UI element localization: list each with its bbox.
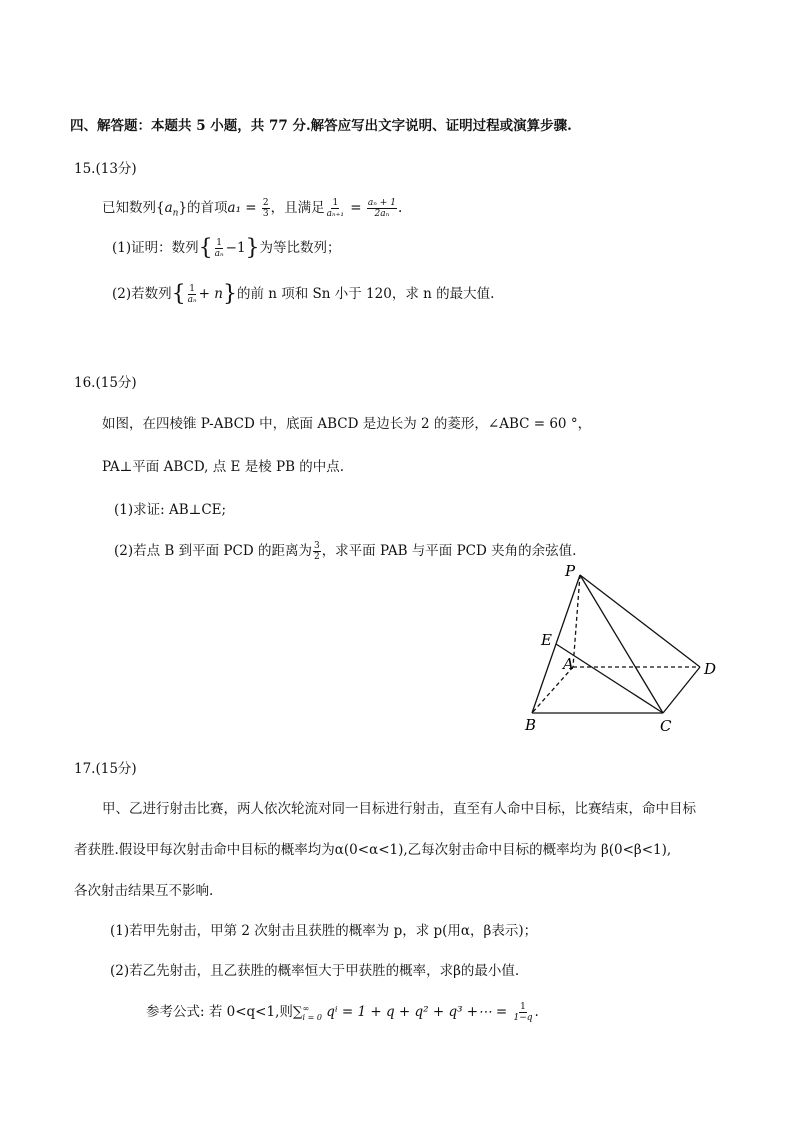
q17-part2: (2)若乙先射击，且乙获胜的概率恒大于甲获胜的概率，求β的最小值. (110, 963, 520, 979)
label-E: E (541, 631, 552, 649)
q15-part1-seq-frac: $\frac{1}{\text{aₙ}}$ (214, 238, 224, 259)
q15-rel-rhs: $\frac{\text{aₙ + 1}}{\text{2aₙ}}$ (367, 198, 396, 219)
q15-part2-seq-frac: $\frac{1}{\text{aₙ}}$ (187, 284, 197, 305)
edge-PD (580, 575, 700, 667)
q16-part1: (1)求证: AB⊥CE; (114, 502, 227, 518)
left-brace: { (198, 235, 213, 261)
q15-rel-lhs: $\frac{1}{\text{aₙ₊₁}}$ (326, 198, 345, 219)
q17-sum-limits: ∞ i = 0 (302, 1003, 322, 1022)
q16-part2-pre: (2)若点 B 到平面 PCD 的距离为 (114, 543, 312, 559)
q15-part1 (112, 235, 341, 261)
edge-PA (573, 575, 580, 667)
right-brace: } (222, 281, 237, 307)
q17-part1: (1)若甲先射击，甲第 2 次射击且获胜的概率为 p，求 p(用α，β表示)； (110, 923, 538, 939)
label-P: P (565, 562, 576, 580)
edge-AB (532, 667, 573, 713)
label-A: A (563, 655, 574, 673)
q16-number: 16.(15分) (74, 375, 137, 391)
section-heading: 四、解答题：本题共 5 小题，共 77 分.解答应写出文字说明、证明过程或演算步骤. (70, 118, 572, 134)
q16-line1: 如图，在四棱锥 P-ABCD 中，底面 ABCD 是边长为 2 的菱形，∠ABC = 60 °， (102, 416, 592, 432)
sum-symbol: ∑ (292, 1004, 303, 1020)
q15-part2-seq-tail: + n (198, 286, 223, 302)
left-brace: { (171, 281, 186, 307)
q16-line2: PA⊥平面 ABCD, 点 E 是棱 PB 的中点. (102, 459, 345, 475)
q17-line3: 各次射击结果互不影响. (74, 883, 214, 899)
q16-part2-frac: $\frac{3}{2}$ (313, 541, 320, 562)
q15-part2-post: 的前 n 项和 Sn 小于 120，求 n 的最大值. (236, 286, 495, 302)
q15-part1-pre: (1)证明：数列 (112, 240, 199, 256)
q15-part1-seq-tail: −1 (225, 240, 246, 256)
q15-number: 15.(13分) (74, 161, 137, 177)
q15-a1-frac: $\frac{2}{3}$ (262, 198, 269, 219)
pyramid-figure (515, 560, 735, 735)
q15-part1-post: 为等比数列； (259, 240, 341, 256)
q15-cond-text: ，且满足 (270, 200, 325, 216)
q17-line2: 者获胜.假设甲每次射击命中目标的概率均为α(0<α<1),乙每次射击命中目标的概率均为 β(0<β<1), (74, 842, 672, 858)
q17-line1: 甲、乙进行射击比赛，两人依次轮流对同一目标进行射击，直至有人命中目标，比赛结束，命中目标 (102, 801, 696, 817)
q15-stem-pre: 已知数列$\{a_n\}$ (102, 200, 188, 219)
edge-CD (663, 667, 700, 713)
edge-PC (580, 575, 663, 713)
q16-part2-post: ，求平面 PAB 与平面 PCD 夹角的余弦值. (321, 543, 577, 559)
label-B: B (525, 716, 537, 734)
q16-part2 (114, 541, 576, 562)
right-brace: } (245, 235, 260, 261)
q15-part2-pre: (2)若数列 (112, 286, 172, 302)
q15-a1: a₁ = (227, 200, 261, 216)
label-D: D (704, 660, 717, 678)
q17-ref-frac: $\frac{1}{1-q}$ (513, 1002, 533, 1023)
q17-number: 17.(15分) (74, 761, 137, 777)
q17-ref-pre: 参考公式: 若 0<q<1,则 (146, 1004, 293, 1020)
q15-part2 (112, 281, 495, 307)
q17-ref-series: qⁱ = 1 + q + q² + q³ +⋯ = (321, 1004, 512, 1020)
q17-reference-formula: 参考公式: 若 0<q<1,则∑ ∞ i = 0 qⁱ = 1 + q + q² + q³ +⋯ = $\frac{1}{1-q}$ . (146, 1002, 539, 1023)
label-C: C (660, 717, 672, 735)
q15-stem: 已知数列$\{a_n\}$的首项a₁ = $\frac{2}{3}$ ，且满足 $\frac{1}{\text{aₙ₊₁}}$ = $\frac{\text{aₙ + 1}}{\text{2aₙ}}$ . (102, 198, 403, 219)
q15-stem-mid-text: 的首项 (187, 200, 228, 216)
